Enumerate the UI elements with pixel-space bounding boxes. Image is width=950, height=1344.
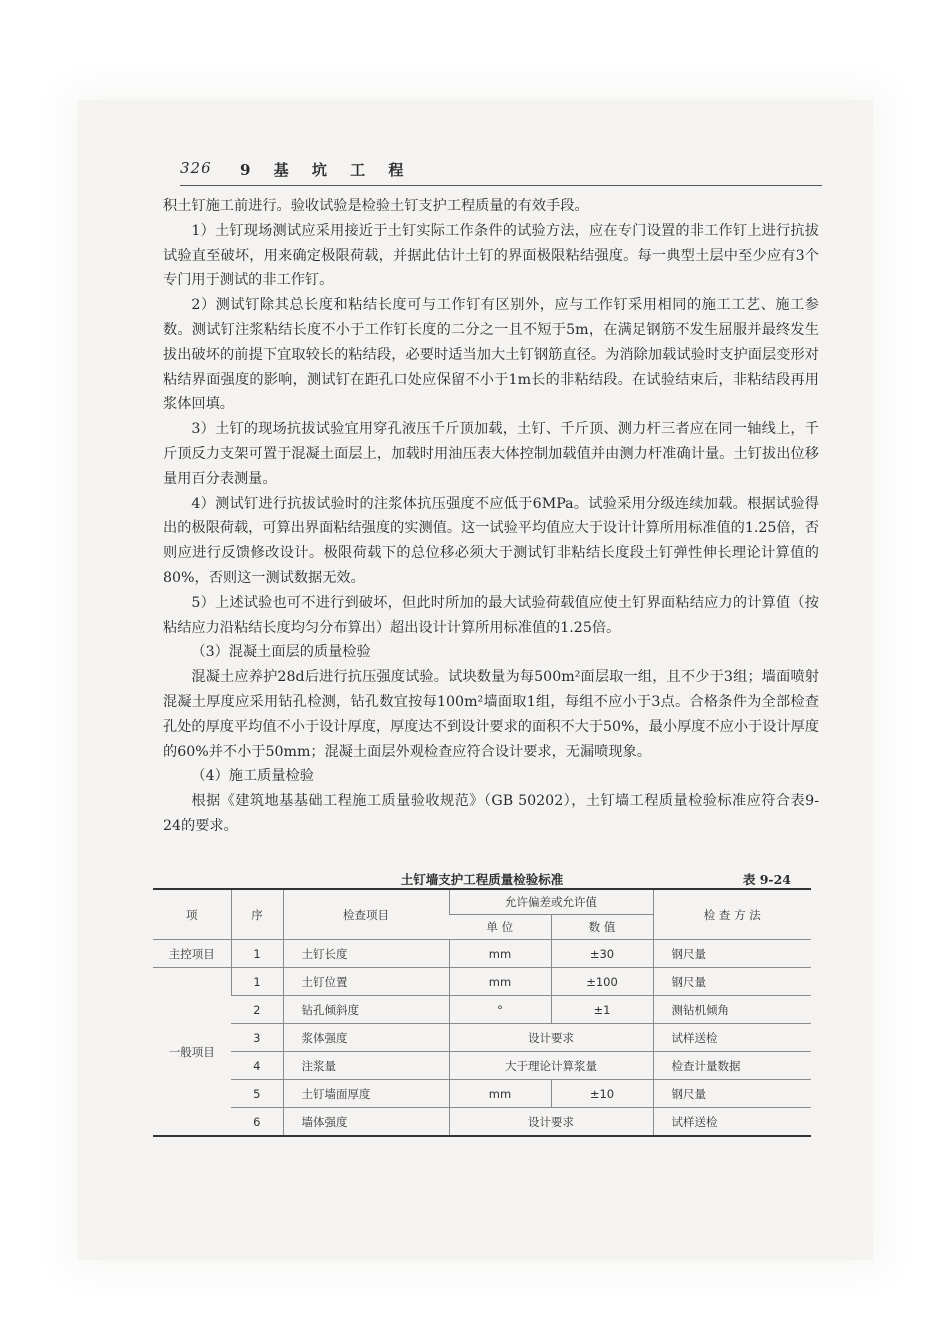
group-label: 一般项目 bbox=[153, 968, 231, 1137]
cell-method: 试样送检 bbox=[653, 1108, 811, 1137]
table-number: 表 9-24 bbox=[742, 872, 791, 887]
paragraph: 2）测试钉除其总长度和粘结长度可与工作钉有区别外，应与工作钉采用相同的施工工艺、施工参数。测试钉注浆粘结长度不小于工作钉长度的二分之一且不短于5m，在满足钢筋不发生屈服并最终发生拔出破坏的前提下宜取较长的粘结段，必要时适当加大土钉钢筋直径。为消除加载试验时支护面层变形对粘结界面强度的影响，测试钉在距孔口处应保留不小于1m长的非粘结段。在试验结束后，非粘结段再用浆体回填。 bbox=[163, 297, 819, 413]
cell-seq: 4 bbox=[231, 1052, 283, 1080]
header-value: 数 值 bbox=[551, 915, 653, 940]
table-title: 土钉墙支护工程质量检验标准 bbox=[400, 872, 564, 887]
cell-method: 检查计量数据 bbox=[653, 1052, 811, 1080]
cell-seq: 6 bbox=[231, 1108, 283, 1137]
cell-merged: 大于理论计算浆量 bbox=[449, 1052, 653, 1080]
table-row bbox=[153, 1080, 811, 1108]
cell-method: 钢尺量 bbox=[653, 968, 811, 996]
body-text bbox=[163, 194, 819, 839]
cell-item: 土钉墙面厚度 bbox=[283, 1080, 449, 1108]
table-header-row bbox=[153, 889, 811, 915]
table-row bbox=[153, 1052, 811, 1080]
cell-unit: mm bbox=[449, 1080, 551, 1108]
cell-unit: mm bbox=[449, 940, 551, 968]
cell-seq: 3 bbox=[231, 1024, 283, 1052]
cell-seq: 1 bbox=[231, 940, 283, 968]
paragraph: 4）测试钉进行抗拔试验时的注浆体抗压强度不应低于6MPa。试验采用分级连续加载。根据试验得出的极限荷载，可算出界面粘结强度的实测值。这一试验平均值应大于设计计算所用标准值的1.25倍，否则应进行反馈修改设计。极限荷载下的总位移必须大于测试钉非粘结长度段土钉弹性伸长理论计算值的80%，否则这一测试数据无效。 bbox=[163, 495, 819, 586]
cell-item: 浆体强度 bbox=[283, 1024, 449, 1052]
header-method: 检 查 方 法 bbox=[653, 889, 811, 940]
cell-merged: 设计要求 bbox=[449, 1108, 653, 1137]
cell-item: 墙体强度 bbox=[283, 1108, 449, 1137]
cell-value: ±1 bbox=[551, 996, 653, 1024]
paragraph: 积土钉施工前进行。验收试验是检验土钉支护工程质量的有效手段。 bbox=[163, 198, 589, 214]
cell-seq: 5 bbox=[231, 1080, 283, 1108]
cell-unit: mm bbox=[449, 968, 551, 996]
cell-item: 注浆量 bbox=[283, 1052, 449, 1080]
cell-unit: ° bbox=[449, 996, 551, 1024]
section-heading: （3）混凝土面层的质量检验 bbox=[191, 644, 371, 661]
cell-item: 钻孔倾斜度 bbox=[283, 996, 449, 1024]
cell-seq: 2 bbox=[231, 996, 283, 1024]
paragraph: 3）土钉的现场抗拔试验宜用穿孔液压千斤顶加载，土钉、千斤顶、测力杆三者应在同一轴线上，千斤顶反力支架可置于混凝土面层上，加载时用油压表大体控制加载值并由测力杆准确计量。土钉拔出位移量用百分表测量。 bbox=[163, 421, 819, 487]
cell-value: ±100 bbox=[551, 968, 653, 996]
cell-merged: 设计要求 bbox=[449, 1024, 653, 1052]
cell-value: ±30 bbox=[551, 940, 653, 968]
table-row bbox=[153, 1108, 811, 1137]
quality-inspection-table bbox=[153, 888, 811, 1137]
paragraph: 5）上述试验也可不进行到破坏，但此时所加的最大试验荷载值应使土钉界面粘结应力的计算值（按粘结应力沿粘结长度均匀分布算出）超出设计计算所用标准值的1.25倍。 bbox=[163, 594, 819, 636]
cell-value: ±10 bbox=[551, 1080, 653, 1108]
header-check-item: 检查项目 bbox=[283, 889, 449, 940]
cell-item: 土钉长度 bbox=[283, 940, 449, 968]
cell-method: 钢尺量 bbox=[653, 940, 811, 968]
section-heading: （4）施工质量检验 bbox=[191, 768, 314, 785]
cell-seq: 1 bbox=[231, 968, 283, 996]
page-header bbox=[180, 157, 822, 186]
cell-method: 试样送检 bbox=[653, 1024, 811, 1052]
chapter-title: 9 基 坑 工 程 bbox=[240, 161, 413, 179]
paragraph: 根据《建筑地基基础工程施工质量验收规范》（GB 50202），土钉墙工程质量检验标准应符合表9-24的要求。 bbox=[163, 793, 819, 834]
paragraph: 1）土钉现场测试应采用接近于土钉实际工作条件的试验方法，应在专门设置的非工作钉上进行抗拔试验直至破坏，用来确定极限荷载，并据此估计土钉的界面极限粘结强度。每一典型土层中至少应有3个专门用于测试的非工作钉。 bbox=[163, 222, 819, 289]
table-row bbox=[153, 968, 811, 996]
header-item: 项 bbox=[153, 889, 231, 940]
header-allowance: 允许偏差或允许值 bbox=[449, 889, 653, 915]
table-caption bbox=[153, 868, 811, 890]
cell-item: 土钉位置 bbox=[283, 968, 449, 996]
table-row bbox=[153, 940, 811, 968]
table-row bbox=[153, 1024, 811, 1052]
header-unit: 单 位 bbox=[449, 915, 551, 940]
paragraph: 混凝土应养护28d后进行抗压强度试验。试块数量为每500m²面层取一组，且不少于3组；墙面喷射混凝土厚度应采用钻孔检测，钻孔数宜按每100m²墙面取1组，每组不应小于3点。合格条件为全部检查孔处的厚度平均值不小于设计厚度，厚度达不到设计要求的面积不大于50%，最小厚度不应小于设计厚度的60%并不小于50mm；混凝土面层外观检查应符合设计要求，无漏喷现象。 bbox=[163, 669, 819, 760]
cell-method: 测钻机倾角 bbox=[653, 996, 811, 1024]
header-seq: 序 bbox=[231, 889, 283, 940]
group-label: 主控项目 bbox=[153, 940, 231, 968]
page-number: 326 bbox=[180, 159, 212, 177]
cell-method: 钢尺量 bbox=[653, 1080, 811, 1108]
table-row bbox=[153, 996, 811, 1024]
